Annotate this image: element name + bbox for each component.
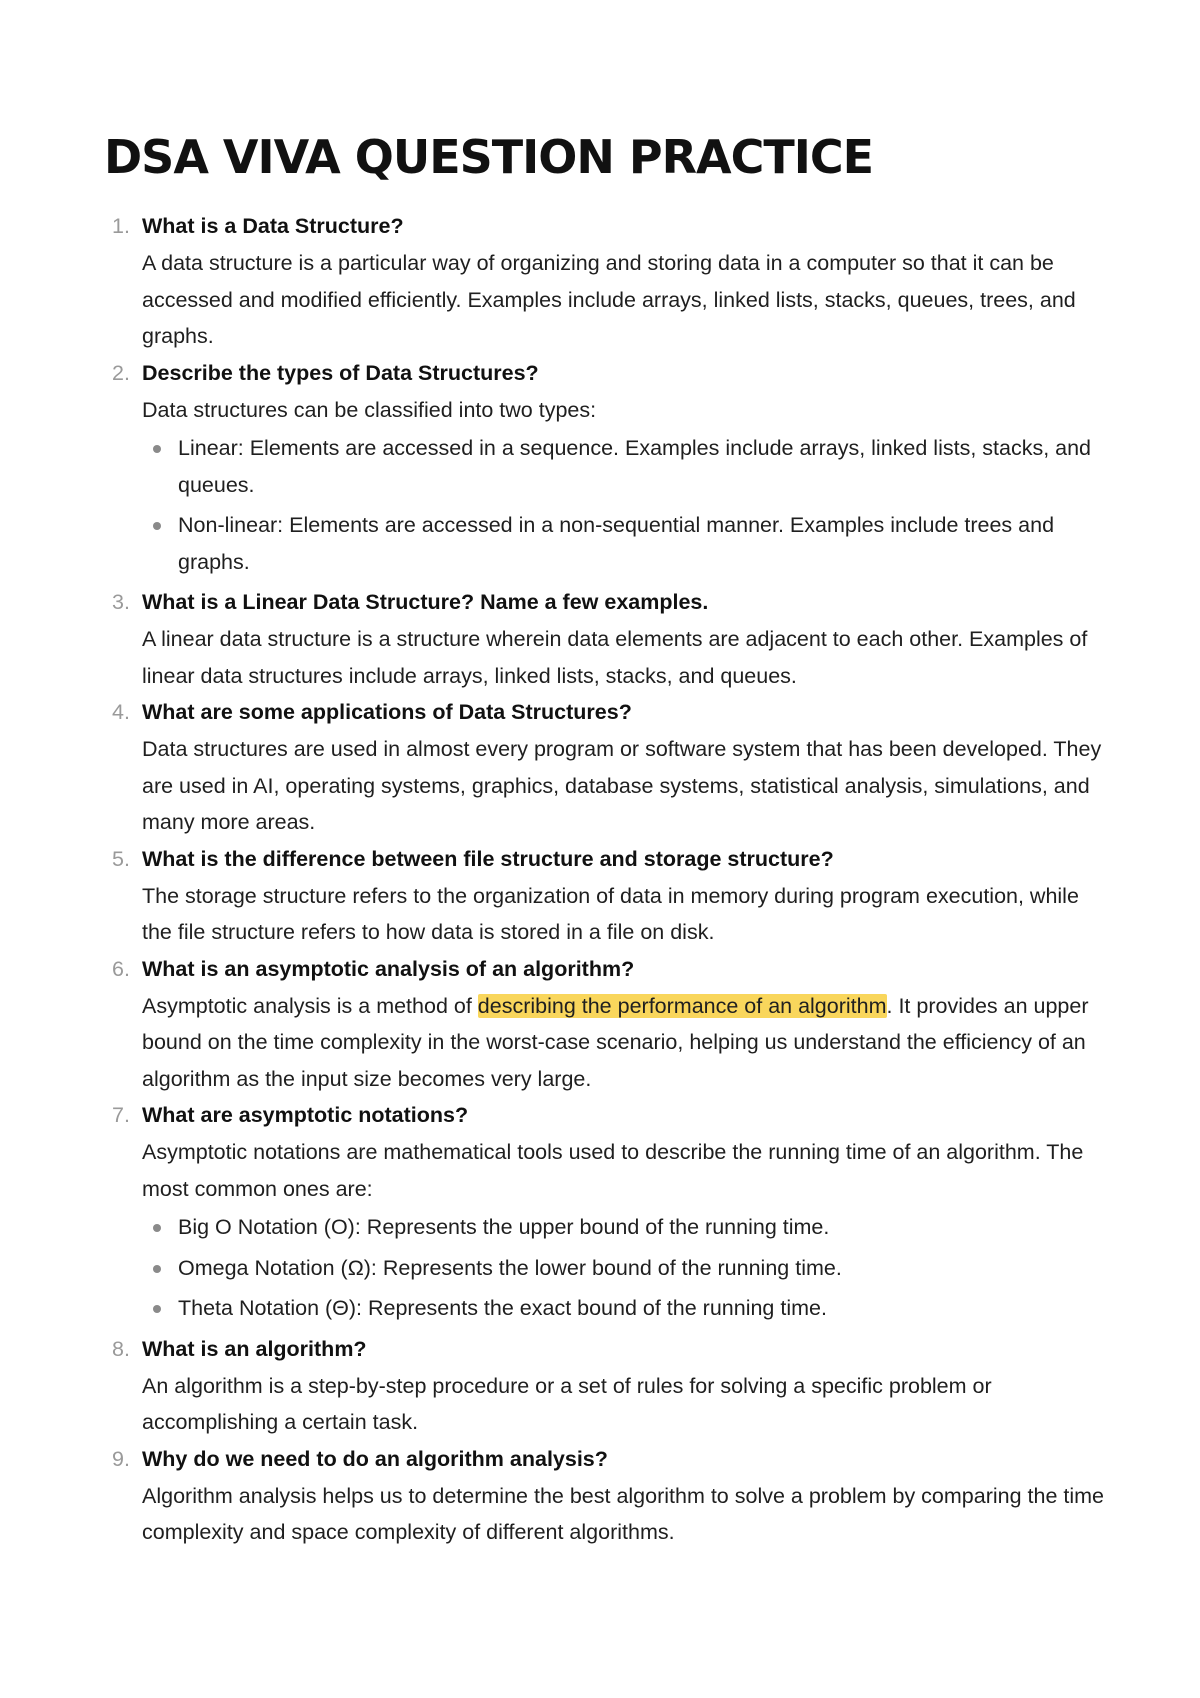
question-item-2	[104, 355, 1104, 581]
question-number: 6.	[112, 956, 130, 981]
bullet-item	[142, 1290, 1104, 1327]
question-number: 9.	[112, 1446, 130, 1471]
bullet-item	[142, 507, 1104, 580]
question-item-7	[104, 1097, 1104, 1327]
question-title: What is the difference between file structure and storage structure?	[142, 846, 834, 871]
bullet-icon	[153, 1224, 161, 1232]
question-number: 4.	[112, 700, 130, 724]
question-list	[104, 208, 1104, 1551]
question-number: 3.	[112, 590, 130, 614]
bullet-text: Omega Notation (Ω): Represents the lower bound of the running time.	[178, 1255, 842, 1280]
question-number: 2.	[112, 360, 130, 385]
question-item-4	[104, 694, 1104, 841]
bullet-text: Non-linear: Elements are accessed in a non-sequential manner. Examples include trees and graphs.	[178, 513, 1055, 574]
question-answer: Asymptotic notations are mathematical tools used to describe the running time of an algorithm. The most common ones are:	[142, 1140, 1084, 1201]
question-answer: The storage structure refers to the organization of data in memory during program execution, while the file structure refers to how data is stored in a file on disk.	[142, 883, 1079, 944]
question-item-9	[104, 1441, 1104, 1551]
question-item-8	[104, 1331, 1104, 1441]
question-item-3	[104, 584, 1104, 694]
question-title: What are asymptotic notations?	[142, 1103, 469, 1127]
question-answer: Algorithm analysis helps us to determine the best algorithm to solve a problem by comparing the time complexity and space complexity of different algorithms.	[142, 1483, 1104, 1544]
question-answer: An algorithm is a step-by-step procedure or a set of rules for solving a specific problem or accomplishing a certain task.	[142, 1373, 992, 1434]
question-answer	[142, 988, 1104, 1098]
question-number: 1.	[112, 214, 130, 238]
page-title: DSA VIVA QUESTION PRACTICE	[104, 130, 874, 184]
question-title: Describe the types of Data Structures?	[142, 360, 539, 385]
question-title: What is a Data Structure?	[142, 214, 404, 238]
question-answer: A data structure is a particular way of organizing and storing data in a computer so that it can be accessed and modified efficiently. Examples include arrays, linked lists, stacks, queues, trees, and graphs.	[142, 251, 1076, 348]
answer-text: . It provides an upper bound on the time complexity in the worst-case scenario, helping us understand the efficiency of an algorithm as the input size becomes very large.	[142, 993, 1089, 1091]
bullet-icon	[153, 1305, 161, 1313]
question-item-1	[104, 208, 1104, 355]
bullet-item	[142, 1209, 1104, 1246]
question-title: What is an algorithm?	[142, 1336, 367, 1361]
question-number: 8.	[112, 1336, 130, 1361]
bullet-list	[142, 430, 1104, 580]
bullet-icon	[153, 445, 161, 453]
question-number: 5.	[112, 846, 130, 871]
bullet-item	[142, 1250, 1104, 1287]
bullet-icon	[153, 1265, 161, 1273]
question-answer: Data structures are used in almost every program or software system that has been developed. They are used in AI, operating systems, graphics, database systems, statistical analysis, simulations, and many more areas.	[142, 737, 1102, 834]
question-title: What is a Linear Data Structure? Name a few examples.	[142, 590, 709, 614]
question-answer: A linear data structure is a structure wherein data elements are adjacent to each other. Examples of linear data structures include arrays, linked lists, stacks, and queues.	[142, 627, 1088, 688]
highlighted-text: describing the performance of an algorithm	[477, 993, 887, 1018]
bullet-text: Theta Notation (Θ): Represents the exact bound of the running time.	[178, 1296, 827, 1320]
question-title: What is an asymptotic analysis of an algorithm?	[142, 956, 635, 981]
answer-text: Asymptotic analysis is a method of	[142, 993, 478, 1018]
bullet-text: Big O Notation (O): Represents the upper bound of the running time.	[178, 1215, 830, 1239]
question-number: 7.	[112, 1103, 130, 1127]
document-page	[104, 128, 1104, 1551]
bullet-icon	[153, 522, 161, 530]
question-title: What are some applications of Data Structures?	[142, 700, 632, 724]
bullet-list	[142, 1209, 1104, 1327]
question-title: Why do we need to do an algorithm analysis?	[142, 1446, 608, 1471]
bullet-item	[142, 430, 1104, 503]
bullet-text: Linear: Elements are accessed in a sequence. Examples include arrays, linked lists, stacks, and queues.	[178, 436, 1092, 497]
question-item-5	[104, 841, 1104, 951]
question-answer: Data structures can be classified into two types:	[142, 397, 597, 422]
question-item-6	[104, 951, 1104, 1098]
